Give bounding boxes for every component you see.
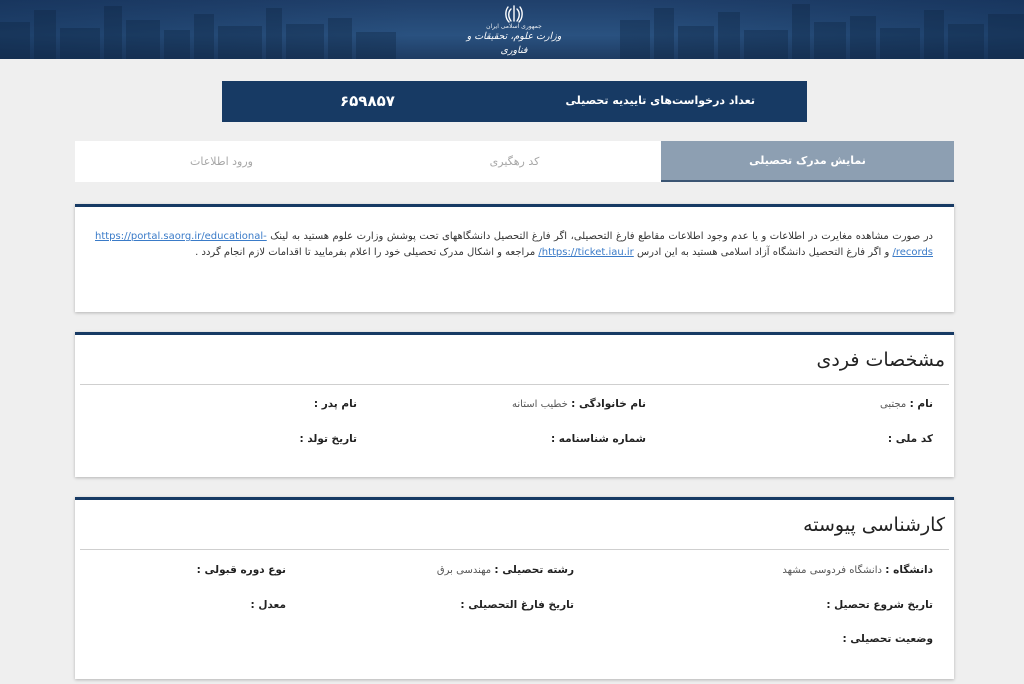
field-father-name: نام پدر : [313,398,357,410]
logo-subtitle: جمهوری اسلامی ایران [486,23,542,30]
field-national-code: کد ملی : [887,433,933,445]
field-graduation-date: تاریخ فارغ التحصیلی : [460,599,574,611]
counter-label: تعداد درخواست‌های تاییدیه تحصیلی [565,94,755,107]
field-last-name: نام خانوادگی : خطیب استانه [512,398,646,410]
degree-info-card [75,497,954,679]
tab-tracking-code[interactable]: کد رهگیری [489,155,540,168]
counter-value: ۶۵۹۸۵۷ [340,92,395,110]
degree-title: کارشناسی پیوسته [803,514,945,536]
main-tabs [75,141,954,182]
notice-card [75,204,954,312]
iau-ticket-link[interactable]: https://ticket.iau.ir/ [538,247,634,258]
personal-info-title: مشخصات فردی [816,349,945,371]
request-counter [222,81,807,122]
logo-ministry-name: وزارت علوم، تحقیقات و فناوری [466,31,562,56]
field-id-number: شماره شناسنامه : [550,433,646,445]
iran-emblem-icon [503,3,525,25]
field-start-date: تاریخ شروع تحصیل : [826,599,933,611]
ministry-logo [462,3,566,55]
divider [80,549,949,550]
saorg-link[interactable]: https://portal.saorg.ir/educational-records/ [95,231,933,258]
field-major: رشته تحصیلی : مهندسی برق [436,564,574,576]
personal-info-card [75,332,954,477]
header-banner [0,0,1024,59]
divider [80,384,949,385]
field-gpa: معدل : [250,599,286,611]
notice-text: در صورت مشاهده مغایرت در اطلاعات و یا عدم وجود اطلاعات مقاطع فارغ التحصیلی، اگر فارغ التحصیل دانشگاههای تحت پوشش وزارت علوم هستید به لینک https://portal.saorg.ir/educational-records/ و اگر فارغ التحصیل دانشگاه آزاد اسلامی هستید به این ادرس https://ticket.iau.ir/ مراجعه و اشکال مدرک تحصیلی خود را اعلام بفرمایید تا اقدامات لازم انجام گردد . [95,231,934,258]
tab-data-entry[interactable]: ورود اطلاعات [190,155,253,168]
field-admission-type: نوع دوره قبولی : [196,564,286,576]
tab-show-degree[interactable]: نمایش مدرک تحصیلی [661,141,954,182]
field-first-name: نام : مجتبی [880,398,933,410]
field-birth-date: تاریخ تولد : [299,433,357,445]
field-university: دانشگاه : دانشگاه فردوسی مشهد [782,564,933,576]
field-education-status: وضعیت تحصیلی : [842,633,933,645]
